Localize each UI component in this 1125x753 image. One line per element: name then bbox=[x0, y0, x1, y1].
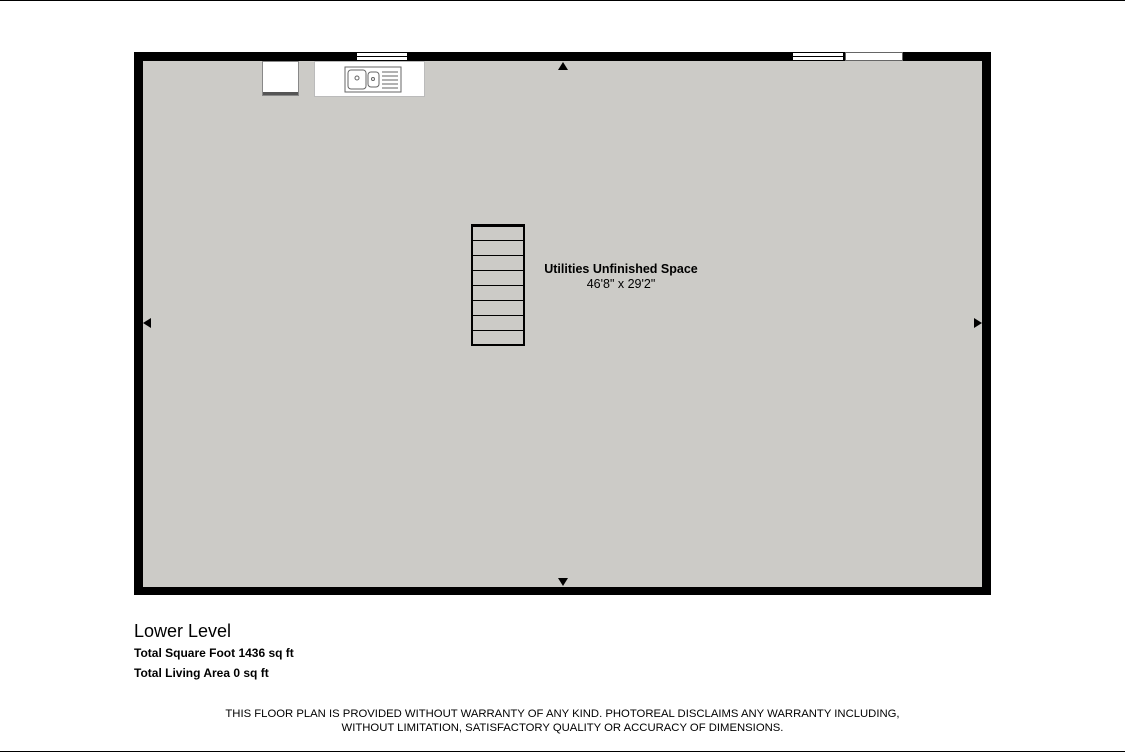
top-rule bbox=[0, 0, 1125, 1]
stairs-icon bbox=[471, 224, 525, 346]
disclaimer-line-1: THIS FLOOR PLAN IS PROVIDED WITHOUT WARRANTY OF ANY KIND. PHOTOREAL DISCLAIMS ANY WARRANTY INCLUDING, bbox=[225, 708, 900, 720]
sink-icon bbox=[315, 62, 426, 98]
door-top-right bbox=[845, 52, 903, 61]
appliance-icon bbox=[262, 61, 299, 96]
triangle-marker-up-icon bbox=[558, 62, 568, 70]
triangle-marker-down-icon bbox=[558, 578, 568, 586]
triangle-marker-right-icon bbox=[974, 318, 982, 328]
floor-plan bbox=[134, 52, 991, 595]
stair-tread bbox=[473, 240, 523, 241]
stair-tread bbox=[473, 300, 523, 301]
bottom-rule bbox=[0, 751, 1125, 752]
total-square-foot: Total Square Foot 1436 sq ft bbox=[134, 646, 294, 660]
stair-tread bbox=[473, 315, 523, 316]
window-top-right bbox=[793, 52, 843, 61]
room-floor bbox=[143, 61, 982, 587]
triangle-marker-left-icon bbox=[143, 318, 151, 328]
stair-tread bbox=[473, 330, 523, 331]
counter-with-sink bbox=[314, 61, 425, 97]
stair-tread bbox=[473, 285, 523, 286]
window-top-left bbox=[357, 52, 407, 61]
disclaimer bbox=[150, 707, 975, 735]
stair-tread bbox=[473, 270, 523, 271]
room-dimensions: 46'8" x 29'2" bbox=[586, 277, 656, 291]
disclaimer-line-2: WITHOUT LIMITATION, SATISFACTORY QUALITY OR ACCURACY OF DIMENSIONS. bbox=[341, 722, 784, 734]
level-name: Lower Level bbox=[134, 621, 232, 641]
stair-tread bbox=[473, 255, 523, 256]
room-label bbox=[521, 262, 721, 292]
room-name: Utilities Unfinished Space bbox=[544, 262, 698, 276]
total-living-area: Total Living Area 0 sq ft bbox=[134, 666, 269, 680]
